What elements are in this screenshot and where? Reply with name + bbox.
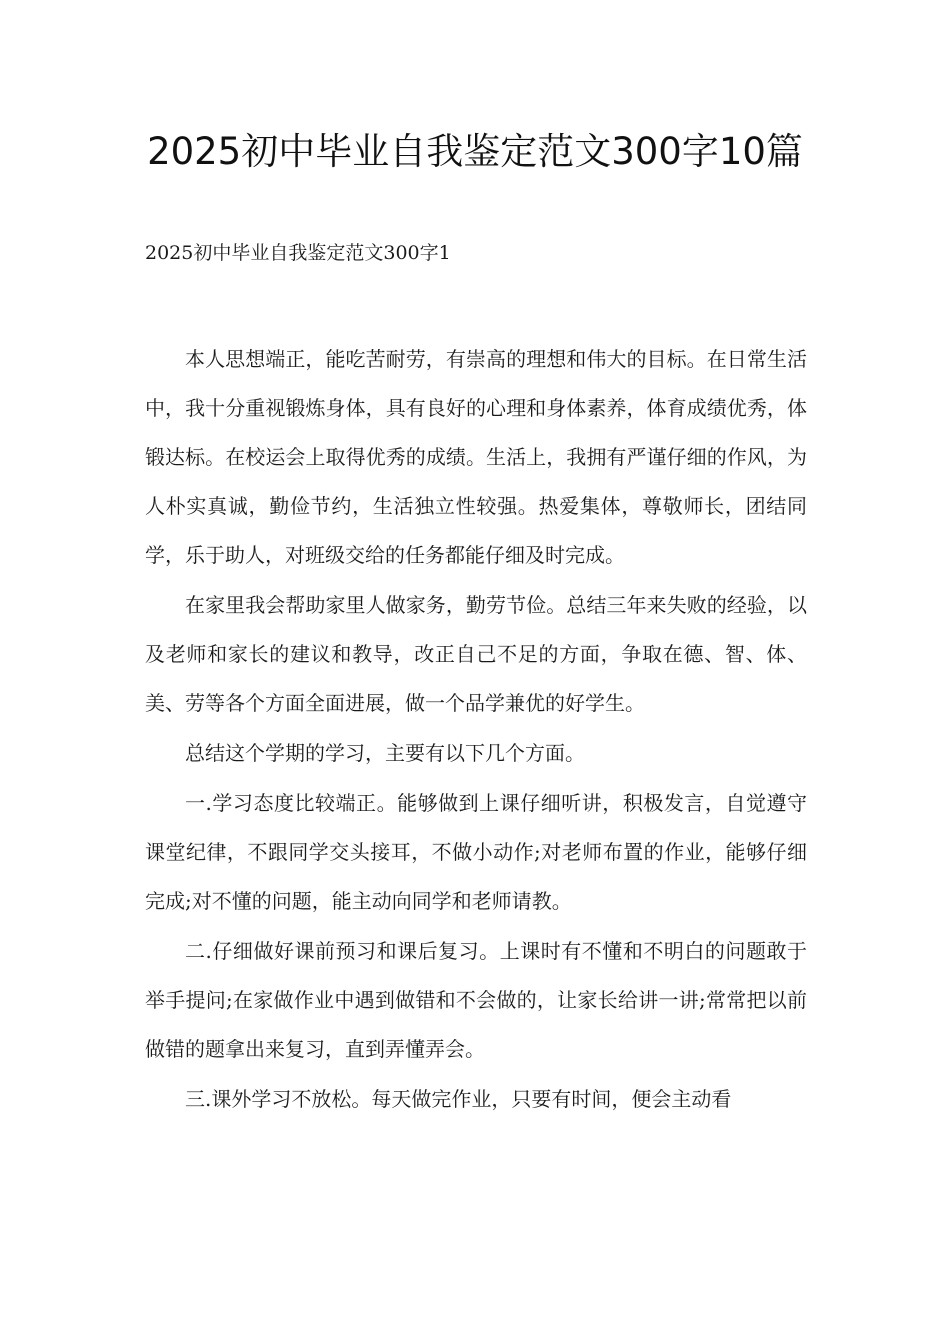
paragraph: 在家里我会帮助家里人做家务，勤劳节俭。总结三年来失败的经验，以及老师和家长的建议和教导，改正自己不足的方面，争取在德、智、体、美、劳等各个方面全面进展，做一个品学兼优的好学生。 [145,593,807,715]
paragraph: 总结这个学期的学习，主要有以下几个方面。 [185,741,585,765]
paragraph: 一.学习态度比较端正。能够做到上课仔细听讲，积极发言，自觉遵守课堂纪律，不跟同学交头接耳，不做小动作;对老师布置的作业，能够仔细完成;对不懂的问题，能主动向同学和老师请教。 [145,791,807,913]
section-heading: 2025初中毕业自我鉴定范文300字1 [145,242,451,264]
paragraph: 二.仔细做好课前预习和课后复习。上课时有不懂和不明白的问题敢于举手提问;在家做作业中遇到做错和不会做的，让家长给讲一讲;常常把以前做错的题拿出来复习，直到弄懂弄会。 [145,939,807,1061]
document-title: 2025初中毕业自我鉴定范文300字10篇 [147,130,803,173]
paragraph: 三.课外学习不放松。每天做完作业，只要有时间，便会主动看 [185,1087,732,1111]
document-body [145,335,807,1124]
paragraph: 本人思想端正，能吃苦耐劳，有崇高的理想和伟大的目标。在日常生活中，我十分重视锻炼身体，具有良好的心理和身体素养，体育成绩优秀，体锻达标。在校运会上取得优秀的成绩。生活上，我拥有严谨仔细的作风，为人朴实真诚，勤俭节约，生活独立性较强。热爱集体，尊敬师长，团结同学，乐于助人，对班级交给的任务都能仔细及时完成。 [145,347,807,567]
